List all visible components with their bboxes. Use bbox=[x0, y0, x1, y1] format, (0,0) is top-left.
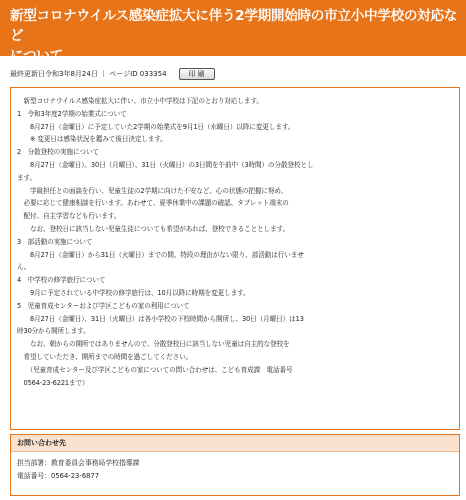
contact-department: 担当部署：教育委員会事務局学校指導課 bbox=[17, 459, 140, 467]
body-line: 配付、自主学習なども行います。 bbox=[17, 212, 121, 221]
body-line: 必要に応じて健康相談を行います。あわせて、夏季休業中の課題の確認、タブレット端末の bbox=[17, 199, 289, 208]
updated-date: 最終更新日令和3年8月24日 ｜ ページID 033354 bbox=[10, 69, 167, 78]
body-line: ます。 bbox=[17, 173, 36, 182]
body-line: （児童育成センター及び学区こどもの家についての問い合わせは、こども育成課 電話番号 bbox=[17, 365, 293, 374]
contact-phone: 電話番号：0564-23-6877 bbox=[17, 471, 100, 480]
body-line: ※ 変更日は感染状況を鑑みて後日決定します。 bbox=[17, 135, 167, 144]
section-heading: 3 部活動の実施について bbox=[17, 237, 93, 246]
body-line: 8月27日（金曜日）、30日（月曜日）、31日（火曜日）の3日間を午前中（3時間）の分散登校とし bbox=[17, 160, 314, 169]
body-line: 0564-23-6221まで） bbox=[17, 378, 89, 387]
body-line: 新型コロナウイルス感染症拡大に伴い、市立小中学校は下記のとおり対応します。 bbox=[17, 97, 263, 105]
print-button[interactable]: 印 刷 bbox=[179, 68, 215, 80]
article-body bbox=[10, 87, 460, 430]
body-line: 時30分から開所します。 bbox=[17, 327, 90, 336]
section-heading: 5 児童育成センターおよび学区こどもの家の利用について bbox=[17, 301, 190, 310]
body-line: ん。 bbox=[17, 263, 31, 272]
contact-box bbox=[10, 434, 460, 496]
body-line: 希望していただき、開所までの時間を過ごしてください。 bbox=[17, 352, 193, 361]
section-heading: 1 令和3年度2学期の始業式について bbox=[17, 109, 127, 118]
contact-heading: お問い合わせ先 bbox=[11, 435, 459, 452]
body-line: なお、朝からの開所ではありませんので、分散登校日に該当しない児童は自主的な登校を bbox=[17, 340, 290, 349]
body-line: なお、登校日に該当しない児童生徒についても希望があれば、登校できることとします。 bbox=[17, 224, 290, 233]
section-heading: 2 分散登校の実施について bbox=[17, 148, 99, 157]
body-line: 8月27日（金曜日）、31日（火曜日）は各小学校の下校時間から開所し、30日（月曜日）は13 bbox=[17, 314, 304, 323]
page-header bbox=[0, 0, 466, 64]
page-meta bbox=[10, 67, 460, 81]
body-line: 8月27日（金曜日）に予定していた2学期の始業式を9月1日（水曜日）以降に変更します。 bbox=[17, 122, 295, 131]
page-title-line2: について bbox=[10, 48, 63, 64]
body-line: 学級担任との面談を行い、児童生徒の2学期に向けた不安など、心の状態の把握に努め、 bbox=[17, 186, 288, 195]
body-line: 9月に予定されている中学校の修学旅行は、10月以降に時期を変更します。 bbox=[17, 288, 250, 297]
page-title-line1: 新型コロナウイルス感染症拡大に伴う2学期開始時の市立小中学校の対応など bbox=[10, 8, 458, 44]
body-line: 8月27日（金曜日）から31日（火曜日）までの間、特段の理由がない限り、部活動は行いませ bbox=[17, 250, 304, 259]
page-title bbox=[10, 6, 458, 66]
section-heading: 4 中学校の修学旅行について bbox=[17, 276, 106, 285]
